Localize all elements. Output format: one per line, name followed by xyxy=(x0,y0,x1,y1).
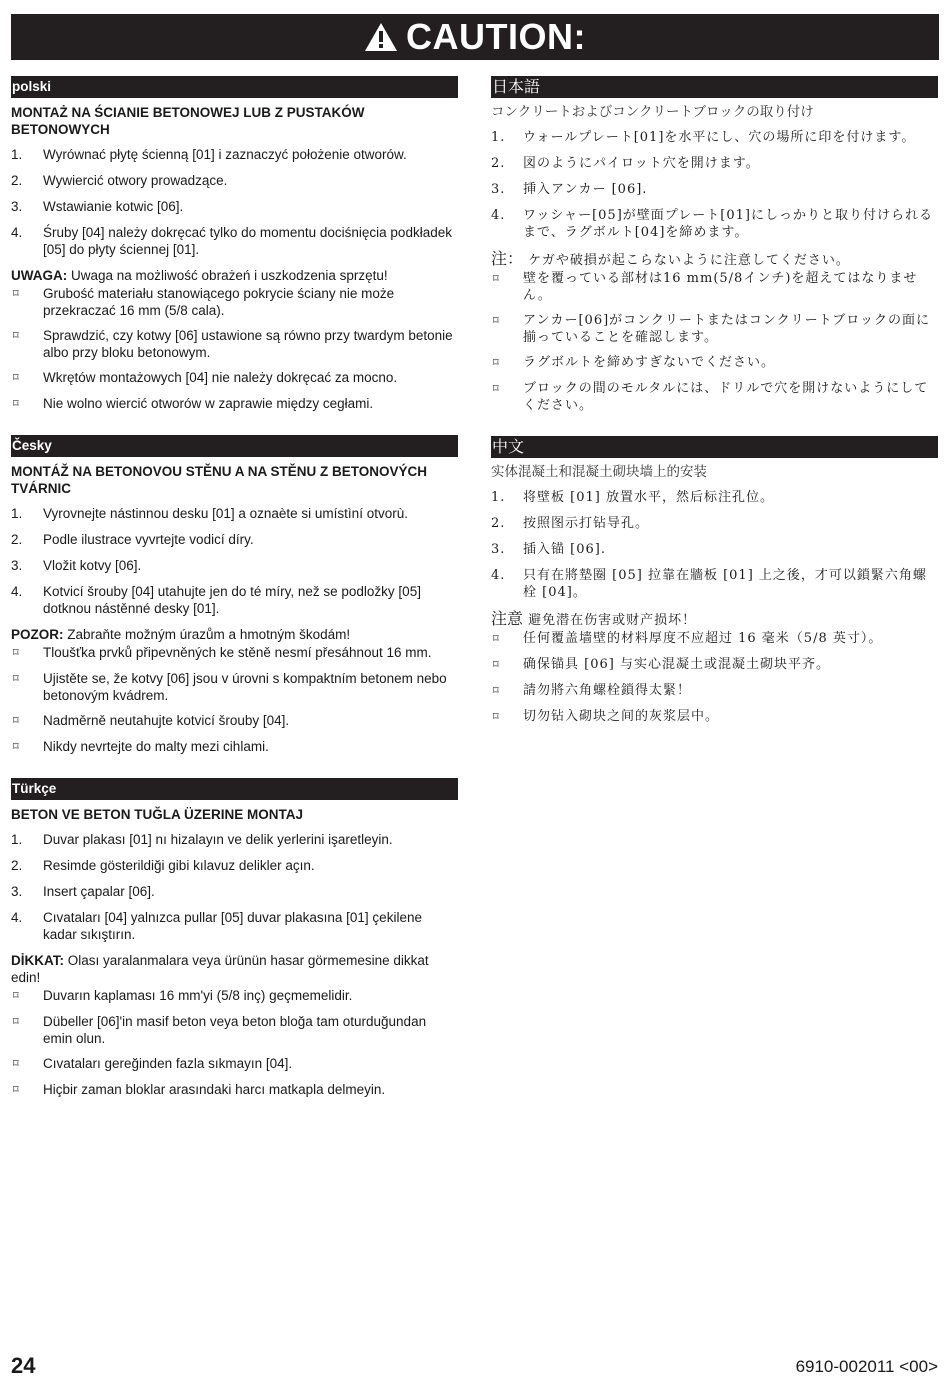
caution-bullets xyxy=(491,630,938,726)
step-text: 插入锚 [06]. xyxy=(523,542,606,557)
step-text: 将壁板 [01] 放置水平，然后标注孔位。 xyxy=(523,490,774,505)
step-item xyxy=(491,567,938,601)
bullet-item xyxy=(491,354,938,372)
step-item xyxy=(11,146,458,163)
bullet-marker-icon: ⌑ xyxy=(13,673,19,685)
document-code: 6910-002011 <00> xyxy=(795,1357,938,1376)
bullet-item xyxy=(491,380,938,414)
section-subtitle: 实体混凝土和混凝土砌块墙上的安装 xyxy=(491,464,707,480)
bullet-marker-icon: ⌑ xyxy=(493,633,499,645)
step-item xyxy=(11,198,458,215)
page-number: 24 xyxy=(11,1353,36,1378)
step-item xyxy=(491,541,938,558)
step-text: Insert çapalar [06]. xyxy=(43,884,155,899)
step-number: 4. xyxy=(11,584,23,599)
bullet-item xyxy=(11,644,458,662)
step-item xyxy=(11,172,458,189)
warning-label: DİKKAT: xyxy=(11,953,64,968)
step-number: 3. xyxy=(491,182,506,197)
step-number: 3. xyxy=(11,199,23,214)
bullet-text: Nie wolno wiercić otworów w zaprawie między cegłami. xyxy=(43,396,374,411)
step-text: 只有在將墊圈 [05] 拉靠在牆板 [01] 上之後，才可以鎖緊六角螺栓 [04]。 xyxy=(523,568,927,600)
step-number: 2. xyxy=(491,516,506,531)
bullet-marker-icon: ⌑ xyxy=(13,1084,19,1096)
bullet-item xyxy=(11,395,458,413)
step-item xyxy=(11,883,458,900)
warning-triangle-icon xyxy=(364,22,398,52)
bullet-item xyxy=(11,712,458,730)
bullet-item xyxy=(11,1081,458,1099)
section-tr xyxy=(11,778,458,1099)
warning-label: UWAGA: xyxy=(11,268,68,283)
bullet-text: Tloušťka prvků připevněných ke stěně nesmí přesáhnout 16 mm. xyxy=(43,645,432,660)
bullet-marker-icon: ⌑ xyxy=(493,685,499,697)
warning-line xyxy=(491,610,938,629)
bullet-marker-icon: ⌑ xyxy=(13,398,19,410)
caution-bullets xyxy=(11,285,458,413)
bullet-text: Nadměrně neutahujte kotvicí šrouby [04]. xyxy=(43,713,290,728)
section-header: Türkçe xyxy=(11,778,458,800)
bullet-text: Sprawdzić, czy kotwy [06] ustawione są równo przy twardym betonie albo przy bloku betonowym. xyxy=(43,328,453,360)
bullet-text: Dübeller [06]'in masif beton veya beton bloğa tam oturduğundan emin olun. xyxy=(43,1014,427,1046)
steps-list xyxy=(11,831,458,943)
warning-text: ケガや破損が起こらないように注意してください。 xyxy=(523,253,850,268)
step-text: Duvar plakası [01] nı hizalayın ve delik yerlerini işaretleyin. xyxy=(43,832,393,847)
bullet-marker-icon: ⌑ xyxy=(13,1058,19,1070)
bullet-item xyxy=(11,327,458,361)
caution-banner xyxy=(11,14,939,60)
bullet-text: Wkrętów montażowych [04] nie należy dokręcać za mocno. xyxy=(43,370,398,385)
bullet-text: 任何覆盖墙壁的材料厚度不应超过 16 毫米（5/8 英寸）。 xyxy=(523,631,883,646)
step-item xyxy=(491,207,938,241)
banner-title: CAUTION: xyxy=(406,16,586,57)
warning-line xyxy=(11,952,458,986)
bullet-marker-icon: ⌑ xyxy=(493,273,499,285)
step-item xyxy=(491,129,938,146)
step-text: Wywiercić otwory prowadzące. xyxy=(43,173,228,188)
bullet-item xyxy=(491,656,938,674)
step-text: 挿入アンカー [06]. xyxy=(523,182,648,197)
step-text: 図のようにパイロット穴を開けます。 xyxy=(523,156,760,171)
step-text: Kotvicí šrouby [04] utahujte jen do té míry, než se podložky [05] dotknou nástěnné desky [01]. xyxy=(43,584,421,616)
step-text: Podle ilustrace vyvrtejte vodicí díry. xyxy=(43,532,254,547)
step-item xyxy=(11,583,458,617)
step-text: Vložit kotvy [06]. xyxy=(43,558,142,573)
step-text: ワッシャー[05]が壁面プレート[01]にしっかりと取り付けられるまで、ラグボルト[04]を締めます。 xyxy=(523,208,933,240)
bullet-item xyxy=(11,1013,458,1047)
step-number: 1. xyxy=(11,147,23,162)
caution-bullets xyxy=(11,644,458,756)
warning-line xyxy=(11,267,458,284)
caution-bullets xyxy=(11,987,458,1099)
step-text: 按照图示打钻导孔。 xyxy=(523,516,650,531)
bullet-text: ブロックの間のモルタルには、ドリルで穴を開けないようにしてください。 xyxy=(523,381,929,413)
bullet-text: ラグボルトを締めすぎないでください。 xyxy=(523,355,776,370)
steps-list xyxy=(491,129,938,241)
bullet-marker-icon: ⌑ xyxy=(493,383,499,395)
section-zh xyxy=(491,436,938,726)
bullet-marker-icon: ⌑ xyxy=(13,715,19,727)
bullet-marker-icon: ⌑ xyxy=(13,372,19,384)
bullet-text: Ujistěte se, že kotvy [06] jsou v úrovni s kompaktním betonem nebo betonovým kvádrem. xyxy=(43,671,447,703)
bullet-text: 切勿钻入砌块之间的灰浆层中。 xyxy=(523,709,720,724)
warning-text: Zabraňte možným úrazům a hmotným škodám! xyxy=(63,627,351,642)
step-number: 3. xyxy=(491,542,506,557)
bullet-text: Grubość materiału stanowiącego pokrycie ściany nie może przekraczać 16 mm (5/8 cala). xyxy=(43,286,395,318)
section-header: 中文 xyxy=(491,436,938,458)
warning-label: 注意 xyxy=(491,609,524,628)
step-item xyxy=(491,181,938,198)
step-item xyxy=(491,155,938,172)
step-text: ウォールプレート[01]を水平にし、穴の場所に印を付けます。 xyxy=(523,130,916,145)
section-pl xyxy=(11,76,458,413)
step-text: Vyrovnejte nástinnou desku [01] a oznaète si umístìní otvorù. xyxy=(43,506,408,521)
bullet-text: 壁を覆っている部材は16 mm(5/8インチ)を超えてはなりません。 xyxy=(523,271,918,303)
bullet-item xyxy=(491,630,938,648)
bullet-item xyxy=(491,270,938,304)
bullet-item xyxy=(11,1055,458,1073)
step-number: 3. xyxy=(11,558,23,573)
bullet-text: 确保锚具 [06] 与实心混凝土或混凝土砌块平齐。 xyxy=(523,657,830,672)
bullet-text: Cıvataları gereğinden fazla sıkmayın [04]. xyxy=(43,1056,293,1071)
left-column xyxy=(11,76,458,1121)
bullet-marker-icon: ⌑ xyxy=(493,315,499,327)
step-number: 2. xyxy=(11,173,23,188)
step-number: 4. xyxy=(11,910,23,925)
warning-line xyxy=(11,626,458,643)
step-number: 2. xyxy=(491,156,506,171)
step-item xyxy=(491,515,938,532)
warning-text: Uwaga na możliwość obrażeń i uszkodzenia sprzętu! xyxy=(67,268,388,283)
step-number: 4. xyxy=(491,568,506,583)
step-item xyxy=(11,831,458,848)
bullet-item xyxy=(491,312,938,346)
step-item xyxy=(491,489,938,506)
steps-list xyxy=(11,505,458,617)
step-text: Resimde gösterildiği gibi kılavuz delikler açın. xyxy=(43,858,315,873)
step-number: 1. xyxy=(491,130,506,145)
section-subtitle: MONTAŻ NA ŚCIANIE BETONOWEJ LUB Z PUSTAKÓW BETONOWYCH xyxy=(11,105,365,137)
step-number: 2. xyxy=(11,858,23,873)
bullet-marker-icon: ⌑ xyxy=(13,741,19,753)
warning-label: POZOR: xyxy=(11,627,64,642)
step-item xyxy=(11,909,458,943)
right-column xyxy=(491,76,938,748)
warning-text: Olası yaralanmalara veya ürünün hasar görmemesine dikkat edin! xyxy=(11,953,429,985)
bullet-item xyxy=(11,987,458,1005)
step-number: 1. xyxy=(11,832,23,847)
bullet-item xyxy=(11,670,458,704)
caution-bullets xyxy=(491,270,938,414)
step-number: 2. xyxy=(11,532,23,547)
steps-list xyxy=(11,146,458,258)
section-header: polski xyxy=(11,76,458,98)
bullet-item xyxy=(11,738,458,756)
section-header: Česky xyxy=(11,435,458,457)
bullet-marker-icon: ⌑ xyxy=(13,330,19,342)
step-text: Wyrównać płytę ścienną [01] i zaznaczyć położenie otworów. xyxy=(43,147,407,162)
step-number: 1. xyxy=(11,506,23,521)
step-text: Cıvataları [04] yalnızca pullar [05] duvar plakasına [01] çekilene kadar sıkıştırın. xyxy=(43,910,422,942)
steps-list xyxy=(491,489,938,601)
bullet-marker-icon: ⌑ xyxy=(13,1016,19,1028)
bullet-marker-icon: ⌑ xyxy=(493,711,499,723)
bullet-text: アンカー[06]がコンクリートまたはコンクリートブロックの面に揃っていることを確認します。 xyxy=(523,313,930,345)
step-item xyxy=(11,531,458,548)
bullet-item xyxy=(491,708,938,726)
warning-text: 避免潜在伤害或财产损坏！ xyxy=(523,613,697,628)
bullet-text: 請勿將六角螺栓鎖得太緊！ xyxy=(523,683,692,698)
warning-line xyxy=(491,250,938,269)
step-text: Wstawianie kotwic [06]. xyxy=(43,199,184,214)
section-ja xyxy=(491,76,938,414)
bullet-marker-icon: ⌑ xyxy=(13,647,19,659)
bullet-marker-icon: ⌑ xyxy=(13,990,19,1002)
bullet-item xyxy=(11,285,458,319)
section-header: 日本語 xyxy=(491,76,938,98)
bullet-text: Duvarın kaplaması 16 mm'yi (5/8 inç) geçmemelidir. xyxy=(43,988,353,1003)
section-subtitle: MONTÁŽ NA BETONOVOU STĚNU A NA STĚNU Z BETONOVÝCH TVÁRNIC xyxy=(11,464,428,496)
step-number: 4. xyxy=(491,208,506,223)
bullet-marker-icon: ⌑ xyxy=(13,288,19,300)
bullet-text: Nikdy nevrtejte do malty mezi cihlami. xyxy=(43,739,269,754)
step-number: 3. xyxy=(11,884,23,899)
step-number: 4. xyxy=(11,225,23,240)
bullet-text: Hiçbir zaman bloklar arasındaki harcı matkapla delmeyin. xyxy=(43,1082,386,1097)
section-subtitle: コンクリートおよびコンクリートブロックの取り付け xyxy=(491,104,814,120)
step-item xyxy=(11,224,458,258)
step-item xyxy=(11,505,458,522)
step-text: Śruby [04] należy dokręcać tylko do momentu dociśnięcia podkładek [05] do płyty ściennej [01]. xyxy=(43,225,452,257)
step-number: 1. xyxy=(491,490,506,505)
bullet-item xyxy=(491,682,938,700)
step-item xyxy=(11,857,458,874)
bullet-marker-icon: ⌑ xyxy=(493,659,499,671)
step-item xyxy=(11,557,458,574)
section-subtitle: BETON VE BETON TUĞLA ÜZERINE MONTAJ xyxy=(11,807,304,822)
warning-label: 注： xyxy=(491,249,524,268)
bullet-item xyxy=(11,369,458,387)
bullet-marker-icon: ⌑ xyxy=(493,357,499,369)
section-cs xyxy=(11,435,458,756)
